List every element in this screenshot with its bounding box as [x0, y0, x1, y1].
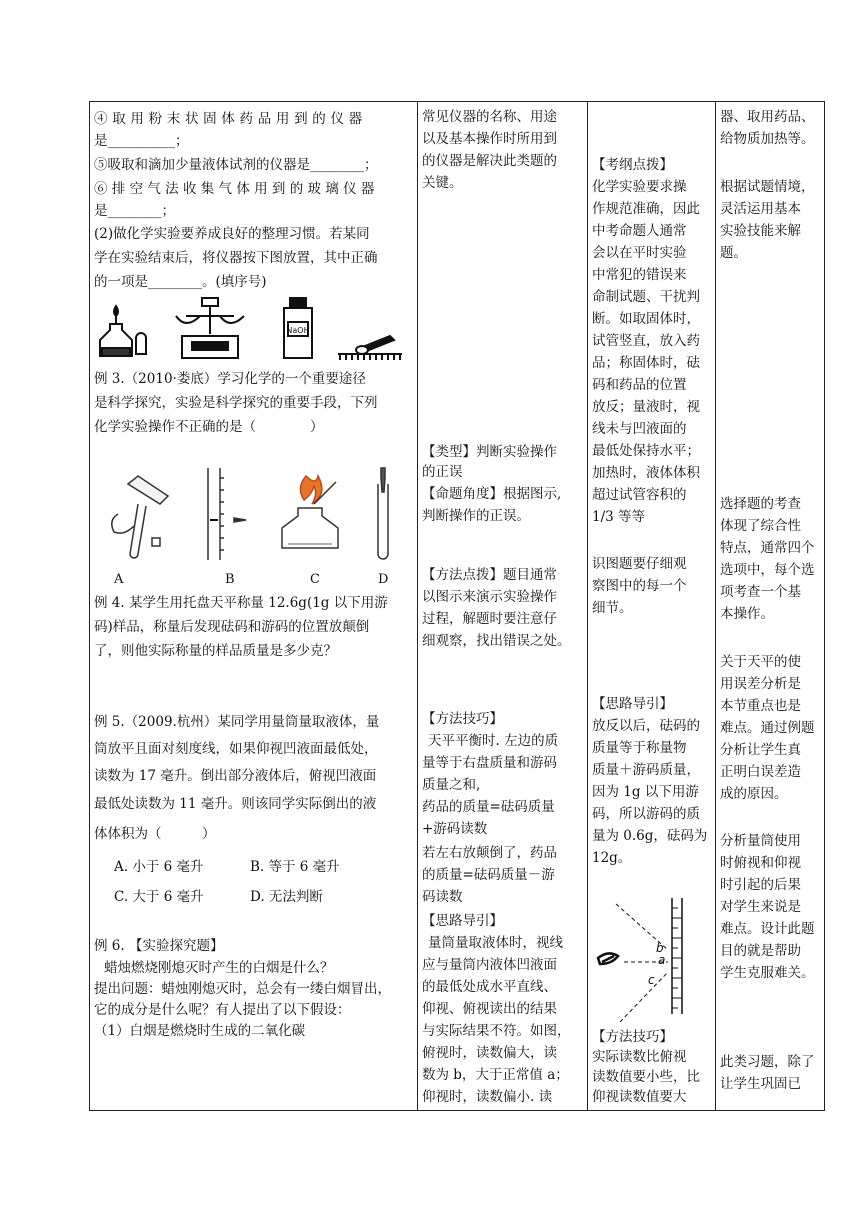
- method-note: 以图示来演示实验操作: [422, 589, 557, 605]
- option-b-label: B: [225, 572, 235, 587]
- question-5: ⑤吸取和滴加少量液体试剂的仪器是________；: [94, 157, 378, 173]
- skill-text: +游码读数: [422, 821, 488, 837]
- figure-note: 细节。: [592, 600, 633, 616]
- point-column: [588, 102, 715, 1110]
- example-3: 例 3.（2010·娄底）学习化学的一个重要途径: [94, 371, 366, 387]
- guide-text: 质量等于称量物: [592, 740, 687, 756]
- example-6-text: 它的成分是什么呢？有人提出了以下假设：: [94, 1002, 351, 1018]
- point-text: 最低处保持水平；: [592, 443, 700, 459]
- design-text: 给物质加热等。: [720, 131, 815, 147]
- point-text: 作规范准确，因此: [592, 201, 700, 217]
- design-text: 器、取用药品、: [720, 109, 815, 125]
- analysis-column: [418, 102, 587, 1110]
- point-text: 超过试管容积的: [592, 487, 687, 503]
- option-d-label: D: [378, 572, 389, 587]
- reading-label-c: c: [648, 973, 655, 987]
- choice-a: A. 小于 6 毫升: [114, 859, 204, 875]
- point-title: 【考纲点拨】: [592, 157, 673, 173]
- point-text: 加热时，液体体积: [592, 465, 700, 481]
- option-c-label: C: [310, 572, 320, 587]
- point-text: 线未与凹液面的: [592, 421, 687, 437]
- graduated-cylinder-icon: [208, 468, 246, 560]
- point-text: 放反；量液时，视: [592, 399, 700, 415]
- question-2-text: 的一项是________。(填序号): [94, 274, 267, 290]
- question-2-text: 学在实验结束后，将仪器按下图放置，其中正确: [94, 250, 378, 266]
- guide-text: 量为 0.6g，砝码为: [592, 828, 708, 844]
- reading-label-a: a: [658, 953, 666, 967]
- point-text: 中考命题人通常: [592, 223, 687, 239]
- design-text: 关于天平的使: [720, 654, 801, 670]
- point-text: 会以在平时实验: [592, 245, 687, 261]
- example-6: 例 6. 【实验探究题】: [94, 938, 224, 954]
- example-5-text: 读数为 17 毫升。倒出部分液体后，俯视凹液面: [94, 768, 377, 784]
- design-text: 此类习题，除了: [720, 1054, 815, 1070]
- skill-text: 读数值要小些，比: [592, 1069, 700, 1085]
- method-note: 【方法点拨】题目通常: [422, 567, 557, 583]
- reading-label-b: b: [656, 941, 664, 955]
- example-6-question: 蜡烛燃烧刚熄灭时产生的白烟是什么？: [104, 960, 334, 976]
- eye-icon: [598, 953, 618, 964]
- design-text: 特点，通常四个: [720, 540, 815, 556]
- design-text: 正明白误差造: [720, 764, 801, 780]
- content-column: [90, 102, 417, 1110]
- operations-figure: [98, 464, 410, 564]
- design-text: 体现了综合性: [720, 518, 801, 534]
- guide-title: 【思路导引】: [422, 913, 503, 929]
- question-4-blank: 是__________；: [94, 133, 189, 149]
- guide-text: 放反以后，砝码的: [592, 718, 700, 734]
- intro-text: 关键。: [422, 175, 463, 191]
- design-text: 分析量筒使用: [720, 833, 801, 849]
- design-text: 选择题的考查: [720, 496, 801, 512]
- design-text: 根据试题情境，: [720, 179, 815, 195]
- choice-b: B. 等于 6 毫升: [250, 859, 340, 875]
- choice-c: C. 大于 6 毫升: [114, 889, 204, 905]
- alcohol-lamp-flame-icon: [282, 476, 338, 548]
- instruments-figure: [98, 294, 408, 364]
- cylinder-reading-diagram: [590, 872, 714, 1022]
- question-6-blank: 是________；: [94, 203, 175, 219]
- intro-text: 以及基本操作时所用到: [422, 131, 557, 147]
- design-text: 实验技能来解: [720, 223, 801, 239]
- design-text: 让学生巩固已: [720, 1076, 801, 1092]
- guide-text: 因为 1g 以下用游: [592, 784, 699, 800]
- figure-note: 察图中的每一个: [592, 578, 687, 594]
- design-text: 学生克服难关。: [720, 965, 815, 981]
- skill-text: 天平平衡时. 左边的质: [428, 733, 559, 749]
- guide-text: 码，所以游码的质: [592, 806, 700, 822]
- point-text: 中常犯的错误来: [592, 267, 687, 283]
- design-text: 本操作。: [720, 606, 774, 622]
- point-text: 码和药品的位置: [592, 377, 687, 393]
- point-text: 断。如取固体时，: [592, 311, 700, 327]
- design-text: 分析让学生真: [720, 742, 801, 758]
- guide-title: 【思路导引】: [592, 696, 673, 712]
- angle-note: 【命题角度】根据图示,: [422, 486, 562, 502]
- example-5: 例 5.（2009.杭州）某同学用量筒量取液体，量: [94, 714, 380, 730]
- design-text: 时俯视和仰视: [720, 855, 801, 871]
- example-4: 例 4. 某学生用托盘天平称量 12.6g(1g 以下用游: [94, 595, 388, 611]
- guide-text: 数为 b，大于正常值 a；: [422, 1067, 569, 1083]
- guide-text: 12g。: [592, 850, 632, 866]
- example-3-text: 是科学探究，实验是科学探究的重要手段，下列: [94, 395, 378, 411]
- choice-d: D. 无法判断: [250, 889, 323, 905]
- point-text: 1/3 等等: [592, 509, 646, 525]
- example-5-text: 最低处读数为 11 毫升。则该同学实际倒出的液: [94, 796, 377, 812]
- balance-icon: [176, 298, 244, 358]
- reagent-bottle-icon: [284, 298, 312, 358]
- design-text: 本节重点也是: [720, 698, 801, 714]
- example-4-text: 了，则他实际称量的样品质量是多少克？: [94, 643, 337, 659]
- skill-title: 【方法技巧】: [422, 711, 503, 727]
- type-note: 【类型】判断实验操作: [422, 444, 557, 460]
- guide-text: 量筒量取液体时，视线: [428, 935, 563, 951]
- point-text: 试管竖直，放入药: [592, 333, 700, 349]
- skill-text: 实际读数比俯视: [592, 1049, 687, 1065]
- example-5-text: 体体积为（ ）: [94, 826, 216, 842]
- figure-note: 识图题要仔细观: [592, 556, 687, 572]
- guide-text: 俯视时，读数偏大，读: [422, 1045, 557, 1061]
- design-text: 灵活运用基本: [720, 201, 801, 217]
- intro-text: 常见仪器的名称、用途: [422, 109, 557, 125]
- guide-text: 与实际结果不符。如图，: [422, 1023, 571, 1039]
- design-text: 难点。通过例题: [720, 720, 815, 736]
- lesson-table: [89, 101, 825, 1111]
- guide-text: 质量＋游码质量，: [592, 762, 700, 778]
- design-text: 选项中，每个选: [720, 562, 815, 578]
- skill-text: 质量之和,: [422, 777, 481, 793]
- pouring-liquid-icon: [112, 476, 168, 558]
- angle-note: 判断操作的正误。: [422, 508, 530, 524]
- design-text: 用误差分析是: [720, 676, 801, 692]
- design-text: 项考查一个基: [720, 584, 801, 600]
- example-5-text: 筒放平且面对刻度线，如果仰视凹液面最低处，: [94, 741, 378, 757]
- naoh-label: NaOH: [286, 326, 310, 335]
- design-text: 时引起的后果: [720, 877, 801, 893]
- point-text: 化学实验要求操: [592, 179, 687, 195]
- design-text: 成的原因。: [720, 786, 788, 802]
- alcohol-lamp-icon: [100, 306, 146, 356]
- guide-text: 仰视时，读数偏小. 读: [422, 1089, 553, 1105]
- dropper-test-tube-icon: [378, 468, 388, 559]
- skill-text: 码读数: [422, 889, 463, 905]
- method-note: 过程，解题时要注意仔: [422, 611, 557, 627]
- point-text: 命制试题、干扰判: [592, 289, 700, 305]
- design-text: 对学生来说是: [720, 899, 801, 915]
- test-tube-rack-icon: [338, 336, 402, 360]
- question-2-text: (2)做化学实验要养成良好的整理习惯。若某同: [94, 226, 370, 242]
- example-6-hypothesis: （1）白烟是燃烧时生成的二氧化碳: [94, 1023, 306, 1039]
- guide-text: 应与量筒内液体凹液面: [422, 957, 557, 973]
- example-6-text: 提出问题：蜡烛刚熄灭时，总会有一缕白烟冒出，: [94, 981, 391, 997]
- skill-text: 仰视读数值要大: [592, 1089, 687, 1105]
- option-a-label: A: [114, 572, 124, 587]
- skill-text: 的质量=砝码质量－游: [422, 867, 555, 883]
- skill-title: 【方法技巧】: [592, 1029, 673, 1045]
- skill-text: 药品的质量=砝码质量: [422, 799, 555, 815]
- guide-text: 的最低处成水平直线、: [422, 979, 557, 995]
- intro-text: 的仪器是解决此类题的: [422, 153, 557, 169]
- point-text: 品；称固体时，砝: [592, 355, 700, 371]
- design-column: [716, 102, 826, 1110]
- skill-text: 量等于右盘质量和游码: [422, 755, 557, 771]
- example-4-text: 码)样品，称量后发现砝码和游码的位置放颠倒: [94, 619, 370, 635]
- question-4: ④ 取 用 粉 末 状 固 体 药 品 用 到 的 仪 器: [94, 111, 363, 127]
- question-6: ⑥ 排 空 气 法 收 集 气 体 用 到 的 玻 璃 仪 器: [94, 181, 375, 197]
- design-text: 难点。设计此题: [720, 921, 815, 937]
- method-note: 细观察，找出错误之处。: [422, 633, 571, 649]
- example-3-text: 化学实验操作不正确的是（ ）: [94, 419, 324, 435]
- design-text: 题。: [720, 245, 747, 261]
- skill-text: 若左右放颠倒了，药品: [422, 845, 557, 861]
- design-text: 目的就是帮助: [720, 943, 801, 959]
- type-note: 的正误: [422, 464, 463, 480]
- guide-text: 仰视、俯视读出的结果: [422, 1001, 557, 1017]
